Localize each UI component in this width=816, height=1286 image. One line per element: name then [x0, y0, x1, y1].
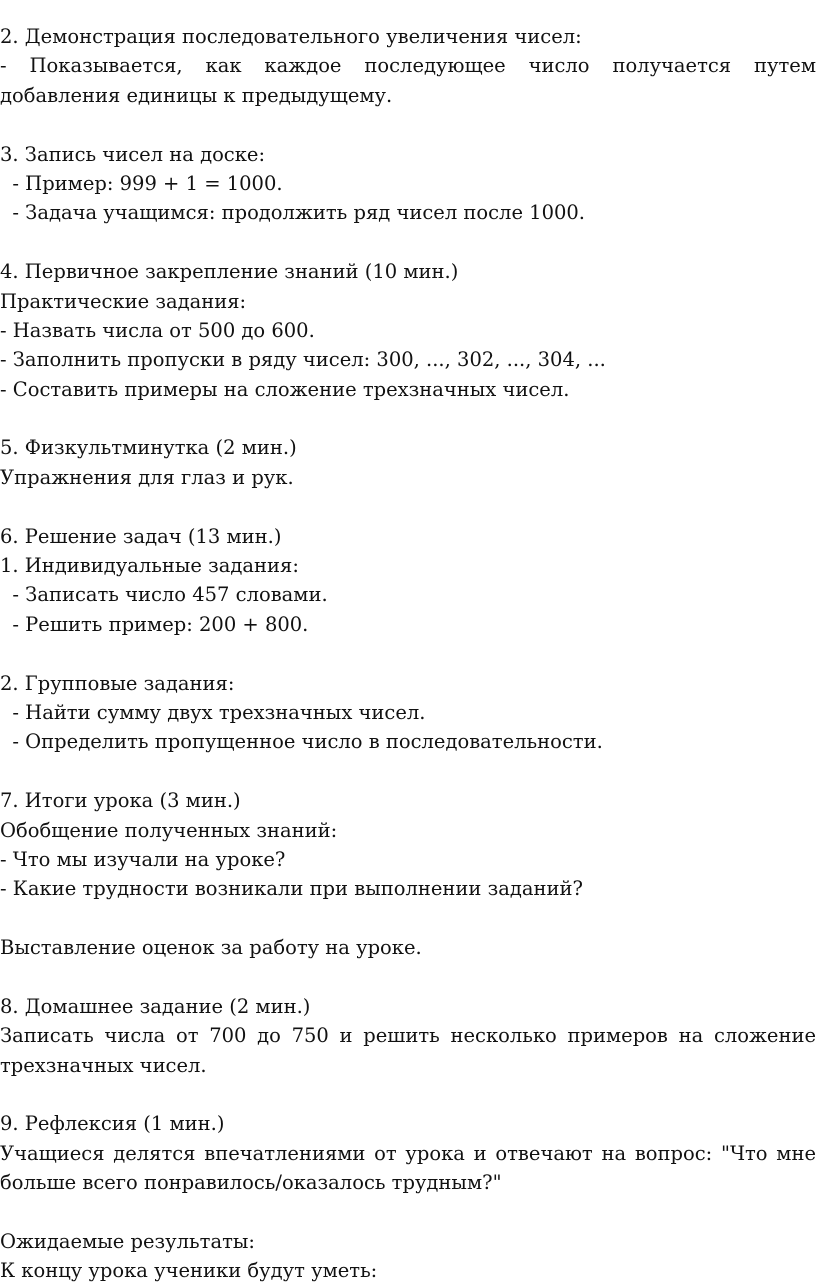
spacer: [0, 1080, 816, 1109]
section-9-text-line-2: больше всего понравилось/оказалось трудным?": [0, 1171, 502, 1195]
section-7-item-1: - Что мы изучали на уроке?: [0, 847, 286, 871]
section-6-item-4: - Определить пропущенное число в последовательности.: [0, 730, 603, 754]
section-9-heading: 9. Рефлексия (1 мин.): [0, 1112, 225, 1136]
section-2-heading: 2. Демонстрация последовательного увеличения чисел:: [0, 25, 582, 48]
section-8-text-line-2: трехзначных чисел.: [0, 1053, 207, 1077]
section-4-item-2: - Заполнить пропуски в ряду чисел: 300, ..., 302, ..., 304, ...: [0, 348, 606, 372]
section-3-item-2: - Задача учащимся: продолжить ряд чисел после 1000.: [0, 201, 586, 225]
section-6-heading: 6. Решение задач (13 мин.): [0, 524, 282, 548]
results-heading: Ожидаемые результаты:: [0, 1230, 255, 1254]
section-6-subheading-2: 2. Групповые задания:: [0, 671, 235, 695]
section-3-item-1: - Пример: 999 + 1 = 1000.: [0, 171, 283, 195]
section-6-item-2: - Решить пример: 200 + 800.: [0, 612, 309, 636]
document-page: [0, 22, 816, 1286]
section-7-note: Выставление оценок за работу на уроке.: [0, 936, 422, 960]
spacer: [0, 757, 816, 786]
section-5-heading: 5. Физкультминутка (2 мин.): [0, 436, 297, 460]
spacer: [0, 492, 816, 521]
section-2-text-line-1: - Показывается, как каждое последующее число получается путем: [0, 54, 816, 78]
spacer: [0, 904, 816, 933]
section-4-subheading: Практические задания:: [0, 289, 247, 313]
spacer: [0, 963, 816, 992]
spacer: [0, 110, 816, 139]
section-7-heading: 7. Итоги урока (3 мин.): [0, 789, 241, 813]
section-7-subheading: Обобщение полученных знаний:: [0, 818, 338, 842]
section-6-subheading-1: 1. Индивидуальные задания:: [0, 554, 299, 578]
section-8-text-line-1: Записать числа от 700 до 750 и решить несколько примеров на сложение: [0, 1024, 816, 1048]
results-text: К концу урока ученики будут уметь:: [0, 1259, 378, 1283]
section-4-heading: 4. Первичное закрепление знаний (10 мин.): [0, 260, 459, 284]
section-6-item-1: - Записать число 457 словами.: [0, 583, 328, 607]
section-6-item-3: - Найти сумму двух трехзначных чисел.: [0, 700, 426, 724]
section-7-item-2: - Какие трудности возникали при выполнении заданий?: [0, 877, 583, 901]
section-8-heading: 8. Домашнее задание (2 мин.): [0, 994, 311, 1018]
spacer: [0, 1198, 816, 1227]
section-4-item-1: - Назвать числа от 500 до 600.: [0, 318, 315, 342]
spacer: [0, 228, 816, 257]
section-9-text-line-1: Учащиеся делятся впечатлениями от урока и отвечают на вопрос: "Что мне: [0, 1141, 816, 1165]
section-4-item-3: - Составить примеры на сложение трехзначных чисел.: [0, 377, 570, 401]
section-2-text-line-2: добавления единицы к предыдущему.: [0, 83, 393, 107]
section-5-text: Упражнения для глаз и рук.: [0, 465, 294, 489]
spacer: [0, 639, 816, 668]
section-3-heading: 3. Запись чисел на доске:: [0, 142, 266, 166]
spacer: [0, 404, 816, 433]
